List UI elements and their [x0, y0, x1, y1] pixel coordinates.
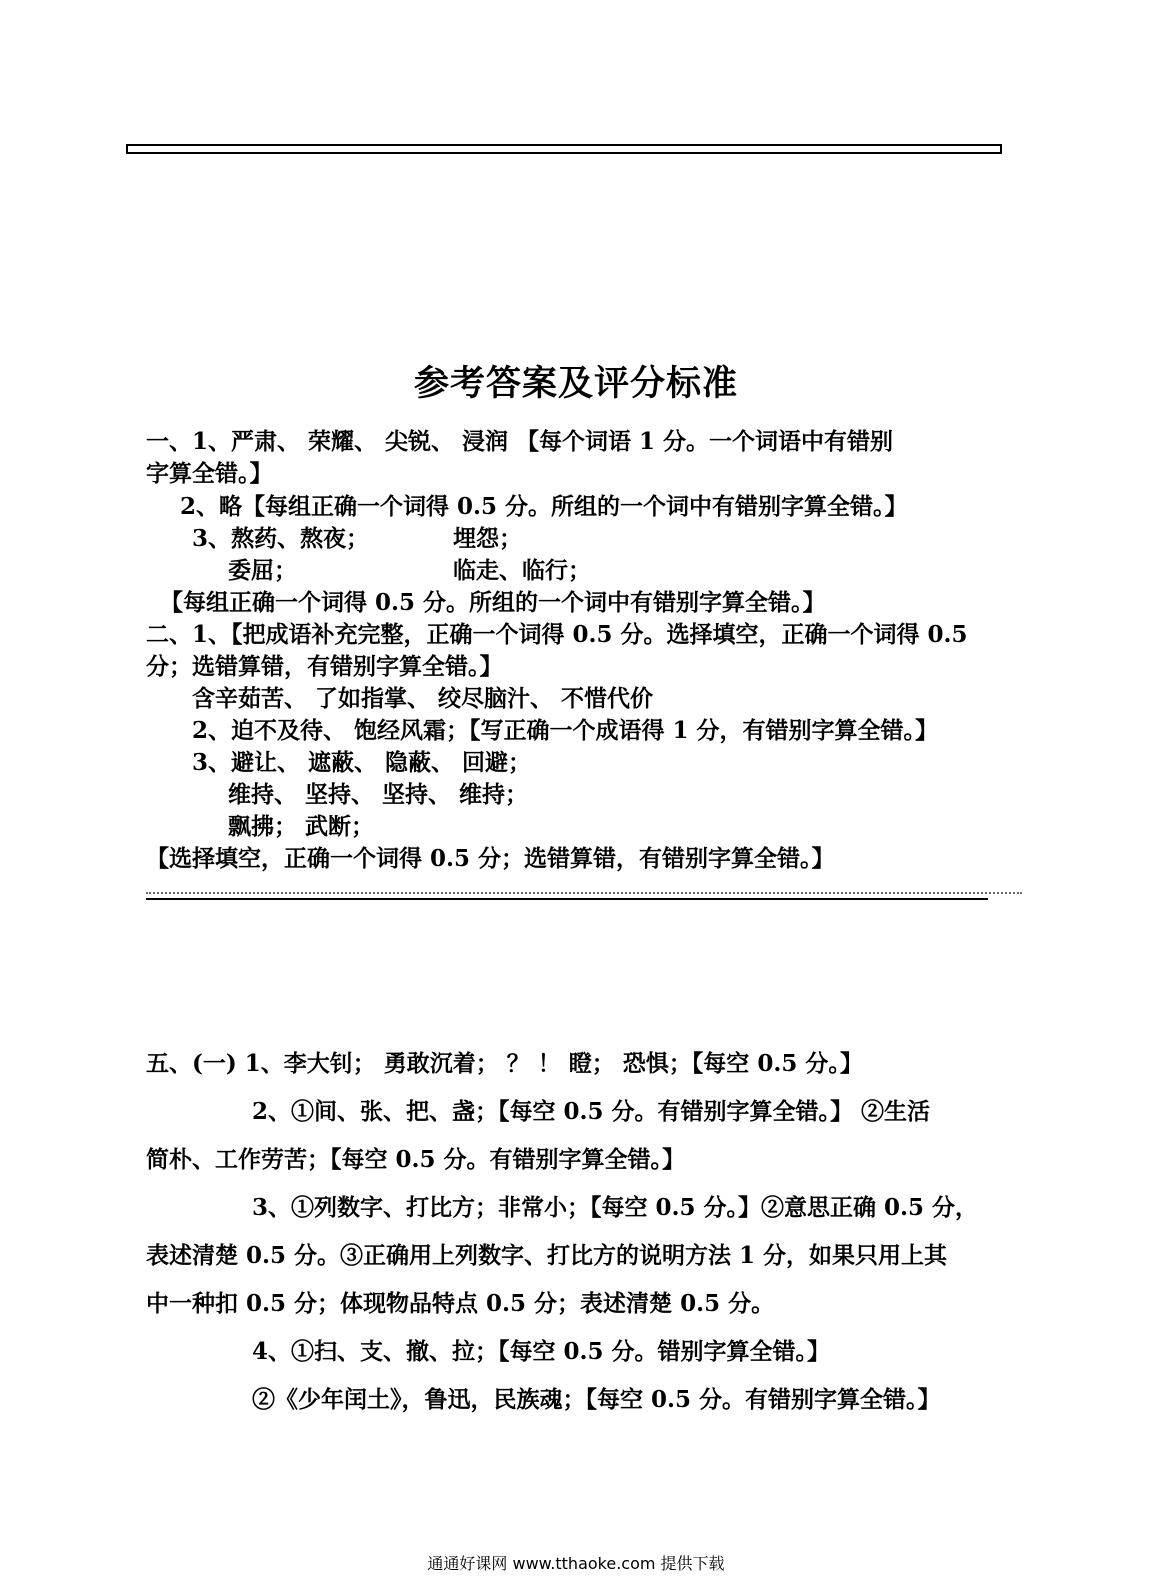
s2-line6: 维持、 坚持、 坚持、 维持；	[228, 781, 529, 808]
s2-line8: 【选择填空，正确一个词得 0.5 分；选错算错，有错别字算全错。】	[146, 845, 835, 872]
s5-line3: 简朴、工作劳苦；【每空 0.5 分。有错别字算全错。】	[146, 1146, 686, 1173]
s2-line2: 分；选错算错，有错别字算全错。】	[146, 653, 503, 680]
s1-line2: 字算全错。】	[146, 460, 273, 487]
s1-line4a: 3、熬药、熬夜；	[192, 525, 370, 552]
footer-credit: 通通好课网 www.tthaoke.com 提供下载	[427, 1554, 725, 1573]
s1-line3: 2、略【每组正确一个词得 0.5 分。所组的一个词中有错别字算全错。】	[180, 493, 908, 520]
s1-line4b: 埋怨；	[453, 525, 522, 552]
s5-line7: 4、①扫、支、撤、拉；【每空 0.5 分。错别字算全错。】	[252, 1338, 831, 1365]
s5-line6: 中一种扣 0.5 分；体现物品特点 0.5 分；表述清楚 0.5 分。	[146, 1290, 775, 1317]
s1-line6: 【每组正确一个词得 0.5 分。所组的一个词中有错别字算全错。】	[160, 589, 826, 616]
s1-line5a: 委屈；	[228, 557, 297, 584]
s5-line2: 2、①间、张、把、盏；【每空 0.5 分。有错别字算全错。】 ②生活	[252, 1098, 931, 1125]
section-divider	[146, 898, 988, 900]
s2-line5: 3、避让、 遮蔽、 隐蔽、 回避；	[192, 749, 532, 776]
s1-line5b: 临走、临行；	[453, 557, 591, 584]
s5-line4: 3、①列数字、打比方；非常小；【每空 0.5 分。】②意思正确 0.5 分，	[252, 1194, 979, 1221]
s2-line7: 飘拂； 武断；	[228, 813, 375, 840]
s5-line5: 表述清楚 0.5 分。③正确用上列数字、打比方的说明方法 1 分，如果只用上其	[146, 1242, 948, 1269]
page-title: 参考答案及评分标准	[413, 363, 738, 404]
s2-line1: 二、1、【把成语补充完整，正确一个词得 0.5 分。选择填空，正确一个词得 0.5	[146, 621, 968, 648]
s2-line4: 2、迫不及待、 饱经风霜；【写正确一个成语得 1 分，有错别字算全错。】	[192, 717, 939, 744]
s5-line8: ②《少年闰土》，鲁迅，民族魂；【每空 0.5 分。有错别字算全错。】	[252, 1386, 941, 1413]
top-border-rule	[126, 144, 1002, 154]
s2-line3: 含辛茹苦、 了如指掌、 绞尽脑汁、 不惜代价	[192, 685, 654, 712]
s1-line1: 一、1、严肃、 荣耀、 尖锐、 浸润 【每个词语 1 分。一个词语中有错别	[146, 428, 894, 455]
s5-line1: 五、(一) 1、李大钊； 勇敢沉着； ？ ！ 瞪； 恐惧；【每空 0.5 分。】	[146, 1050, 863, 1077]
